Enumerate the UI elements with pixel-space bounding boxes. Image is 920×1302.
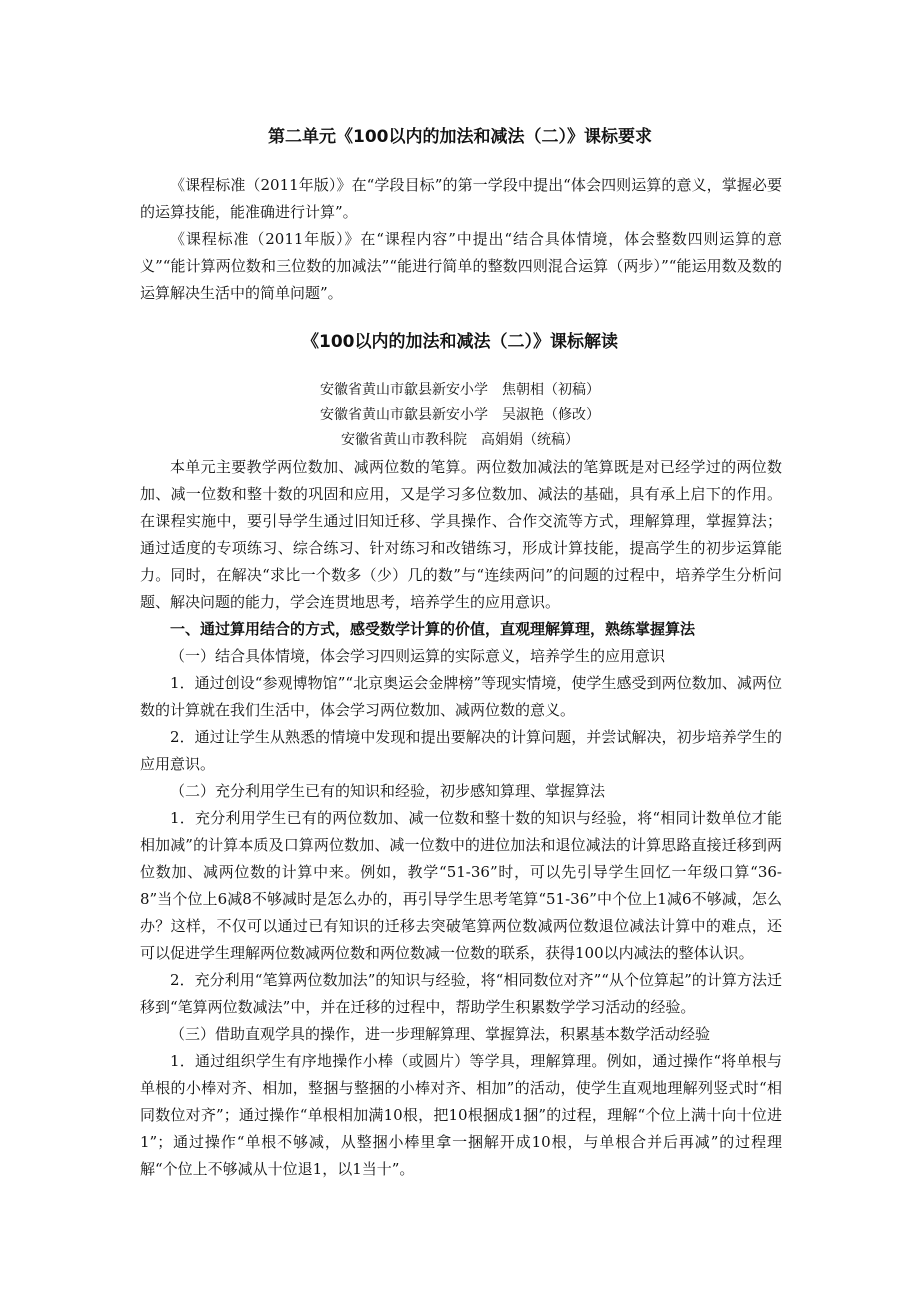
credit-org: 安徽省黄山市歙县新安小学 xyxy=(320,382,488,398)
subheading-two: （二）充分利用学生已有的知识和经验，初步感知算理、掌握算法 xyxy=(170,782,606,800)
section1-paragraph: 《课程标准（2011年版）》在“学段目标”的第一学段中提出“体会四则运算的意义，掌握必要的运算技能，能准确进行计算”。 xyxy=(140,176,782,221)
section1-body xyxy=(140,172,782,307)
list-item: 2．通过让学生从熟悉的情境中发现和提出要解决的计算问题，并尝试解决，初步培养学生的应用意识。 xyxy=(140,728,782,773)
heading-one: 一、通过算用结合的方式，感受数学计算的价值，直观理解算理，熟练掌握算法 xyxy=(170,620,696,638)
list-item: 1．通过创设“参观博物馆”“北京奥运会金牌榜”等现实情境，使学生感受到两位数加、减两位数的计算就在我们生活中，体会学习两位数加、减两位数的意义。 xyxy=(140,674,782,719)
section2-title: 《100以内的加法和减法（二）》课标解读 xyxy=(302,332,618,352)
list-item: 1．充分利用学生已有的两位数加、减一位数和整十数的知识与经验，将“相同计数单位才能相加减”的计算本质及口算两位数加、减一位数中的进位加法和退位减法的计算思路直接迁移到两位数加、减两位数的计算中来。例如，教学“51-36”时，可以先引导学生回忆一年级口算“36-8”当个位上6减8不够减时是怎么办的，再引导学生思考笔算“51-36”中个位上1减6不够减，怎么办？这样，不仅可以通过已有知识的迁移去突破笔算两位数减两位数退位减法计算中的难点，还可以促进学生理解两位数减两位数和两位数减一位数的联系，获得100以内减法的整体认识。 xyxy=(140,809,782,962)
credit-line xyxy=(0,428,920,453)
list-item: 2．充分利用“笔算两位数加法”的知识与经验，将“相同数位对齐”“从个位算起”的计算方法迁移到“笔算两位数减法”中，并在迁移的过程中，帮助学生积累数学学习活动的经验。 xyxy=(140,971,782,1016)
subheading-three: （三）借助直观学具的操作，进一步理解算理、掌握算法，积累基本数学活动经验 xyxy=(170,1025,711,1043)
credit-name: 吴淑艳（修改） xyxy=(502,407,600,423)
credit-name: 高娟娟（统稿） xyxy=(481,432,579,448)
credit-line xyxy=(0,378,920,403)
subheading-one: （一）结合具体情境，体会学习四则运算的实际意义，培养学生的应用意识 xyxy=(170,647,666,665)
section2-body xyxy=(140,454,782,1183)
intro-paragraph: 本单元主要教学两位数加、减两位数的笔算。两位数加减法的笔算既是对已经学过的两位数加、减一位数和整十数的巩固和应用，又是学习多位数加、减法的基础，具有承上启下的作用。在课程实施中，要引导学生通过旧知迁移、学具操作、合作交流等方式，理解算理，掌握算法；通过适度的专项练习、综合练习、针对练习和改错练习，形成计算技能，提高学生的初步运算能力。同时，在解决“求比一个数多（少）几的数”与“连续两问”的问题的过程中，培养学生分析问题、解决问题的能力，学会连贯地思考，培养学生的应用意识。 xyxy=(140,458,782,611)
section1-paragraph: 《课程标准（2011年版）》在“课程内容”中提出“结合具体情境，体会整数四则运算的意义”“能计算两位数和三位数的加减法”“能进行简单的整数四则混合运算（两步）”“能运用数及数的运算解决生活中的简单问题”。 xyxy=(140,230,782,302)
credit-org: 安徽省黄山市教科院 xyxy=(341,432,467,448)
list-item: 1．通过组织学生有序地操作小棒（或圆片）等学具，理解算理。例如，通过操作“将单根与单根的小棒对齐、相加，整捆与整捆的小棒对齐、相加”的活动，使学生直观地理解列竖式时“相同数位对齐”；通过操作“单根相加满10根，把10根捆成1捆”的过程，理解“个位上满十向十位进1”；通过操作“单根不够减，从整捆小棒里拿一捆解开成10根，与单根合并后再减”的过程理解“个位上不够减从十位退1，以1当十”。 xyxy=(140,1052,782,1178)
credit-line xyxy=(0,403,920,428)
credit-org: 安徽省黄山市歙县新安小学 xyxy=(320,407,488,423)
credit-name: 焦朝相（初稿） xyxy=(502,382,600,398)
section1-title: 第二单元《100以内的加法和减法（二）》课标要求 xyxy=(268,127,652,147)
author-credits xyxy=(0,378,920,453)
